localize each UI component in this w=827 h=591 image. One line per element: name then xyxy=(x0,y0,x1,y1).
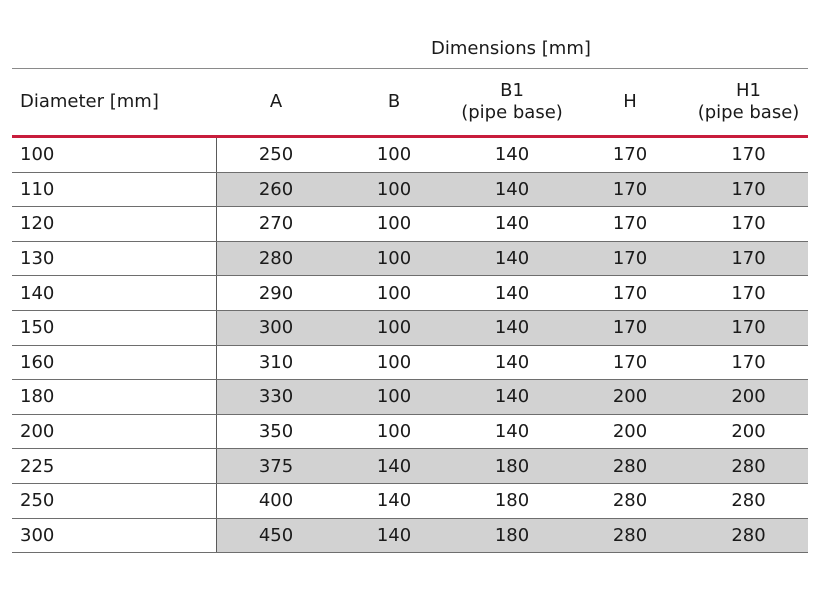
cell-h: 170 xyxy=(612,144,648,166)
cell-b1: 140 xyxy=(494,317,530,339)
cell-h: 200 xyxy=(612,421,648,443)
row-values xyxy=(217,484,808,518)
cell-a: 350 xyxy=(258,421,294,443)
dimensions-table xyxy=(12,34,808,553)
header-diameter: Diameter [mm] xyxy=(20,91,159,112)
cell-a: 300 xyxy=(258,317,294,339)
cell-h1: 170 xyxy=(731,248,766,270)
cell-a: 310 xyxy=(258,351,294,373)
header-h1 xyxy=(689,80,808,124)
cell-diameter: 100 xyxy=(12,138,217,172)
cell-b1: 140 xyxy=(494,178,530,200)
cell-diameter: 180 xyxy=(12,380,217,414)
row-values xyxy=(217,242,808,276)
cell-b1: 140 xyxy=(494,421,530,443)
cell-h1: 200 xyxy=(731,421,766,443)
cell-h1: 170 xyxy=(731,144,766,166)
table-row xyxy=(12,484,808,519)
cell-a: 270 xyxy=(258,213,294,235)
row-values xyxy=(217,207,808,241)
cell-b: 100 xyxy=(376,213,412,235)
cell-h: 170 xyxy=(612,213,648,235)
cell-h: 280 xyxy=(612,455,648,477)
cell-h1: 170 xyxy=(731,317,766,339)
row-values xyxy=(217,415,808,449)
cell-a: 400 xyxy=(258,490,294,512)
cell-h: 170 xyxy=(612,317,648,339)
cell-a: 375 xyxy=(258,455,294,477)
cell-diameter: 120 xyxy=(12,207,217,241)
cell-diameter: 250 xyxy=(12,484,217,518)
cell-b: 100 xyxy=(376,178,412,200)
header-b1-label: B1 xyxy=(500,80,524,101)
table-row xyxy=(12,276,808,311)
table-row xyxy=(12,380,808,415)
row-values xyxy=(217,346,808,380)
cell-h: 170 xyxy=(612,351,648,373)
row-values xyxy=(217,138,808,172)
row-values xyxy=(217,380,808,414)
row-values xyxy=(217,519,808,553)
cell-h1: 170 xyxy=(731,178,766,200)
table-row xyxy=(12,242,808,277)
cell-b1: 180 xyxy=(494,524,530,546)
cell-diameter: 160 xyxy=(12,346,217,380)
cell-diameter: 300 xyxy=(12,519,217,553)
cell-b1: 140 xyxy=(494,248,530,270)
header-a: A xyxy=(269,91,283,112)
table-row xyxy=(12,519,808,554)
cell-b1: 140 xyxy=(494,144,530,166)
header-h1-label: H1 xyxy=(736,80,761,101)
header-b: B xyxy=(387,91,401,112)
header-b1-sublabel: (pipe base) xyxy=(461,102,563,123)
table-row xyxy=(12,138,808,173)
cell-b1: 140 xyxy=(494,386,530,408)
cell-b: 140 xyxy=(376,490,412,512)
table-row xyxy=(12,415,808,450)
cell-a: 280 xyxy=(258,248,294,270)
cell-h: 200 xyxy=(612,386,648,408)
row-values xyxy=(217,311,808,345)
cell-h1: 280 xyxy=(731,524,766,546)
cell-diameter: 200 xyxy=(12,415,217,449)
cell-h: 280 xyxy=(612,524,648,546)
cell-h1: 170 xyxy=(731,351,766,373)
cell-h1: 280 xyxy=(731,455,766,477)
header-h: H xyxy=(623,91,637,112)
cell-b: 140 xyxy=(376,524,412,546)
cell-b1: 180 xyxy=(494,455,530,477)
cell-a: 290 xyxy=(258,282,294,304)
cell-b1: 140 xyxy=(494,282,530,304)
cell-b: 100 xyxy=(376,386,412,408)
cell-a: 250 xyxy=(258,144,294,166)
cell-b: 100 xyxy=(376,351,412,373)
cell-b: 100 xyxy=(376,144,412,166)
table-row xyxy=(12,449,808,484)
cell-a: 330 xyxy=(258,386,294,408)
cell-diameter: 150 xyxy=(12,311,217,345)
cell-b: 100 xyxy=(376,421,412,443)
table-body xyxy=(12,138,808,553)
cell-diameter: 140 xyxy=(12,276,217,310)
header-b1 xyxy=(453,80,571,124)
cell-b: 100 xyxy=(376,317,412,339)
cell-diameter: 130 xyxy=(12,242,217,276)
cell-h1: 170 xyxy=(731,213,766,235)
cell-b: 100 xyxy=(376,282,412,304)
table-row xyxy=(12,173,808,208)
row-values xyxy=(217,276,808,310)
table-row xyxy=(12,311,808,346)
cell-b: 100 xyxy=(376,248,412,270)
group-title: Dimensions [mm] xyxy=(431,38,591,59)
cell-h1: 200 xyxy=(731,386,766,408)
row-values xyxy=(217,449,808,483)
cell-h: 280 xyxy=(612,490,648,512)
column-header-row xyxy=(12,69,808,138)
cell-a: 450 xyxy=(258,524,294,546)
cell-a: 260 xyxy=(258,178,294,200)
row-values xyxy=(217,173,808,207)
cell-b1: 140 xyxy=(494,351,530,373)
cell-h: 170 xyxy=(612,178,648,200)
cell-diameter: 110 xyxy=(12,173,217,207)
cell-h: 170 xyxy=(612,248,648,270)
group-header xyxy=(12,34,808,69)
cell-h1: 170 xyxy=(731,282,766,304)
cell-b1: 140 xyxy=(494,213,530,235)
cell-diameter: 225 xyxy=(12,449,217,483)
header-h1-sublabel: (pipe base) xyxy=(697,102,800,123)
cell-b1: 180 xyxy=(494,490,530,512)
table-row xyxy=(12,207,808,242)
table-row xyxy=(12,346,808,381)
cell-b: 140 xyxy=(376,455,412,477)
cell-h: 170 xyxy=(612,282,648,304)
cell-h1: 280 xyxy=(731,490,766,512)
